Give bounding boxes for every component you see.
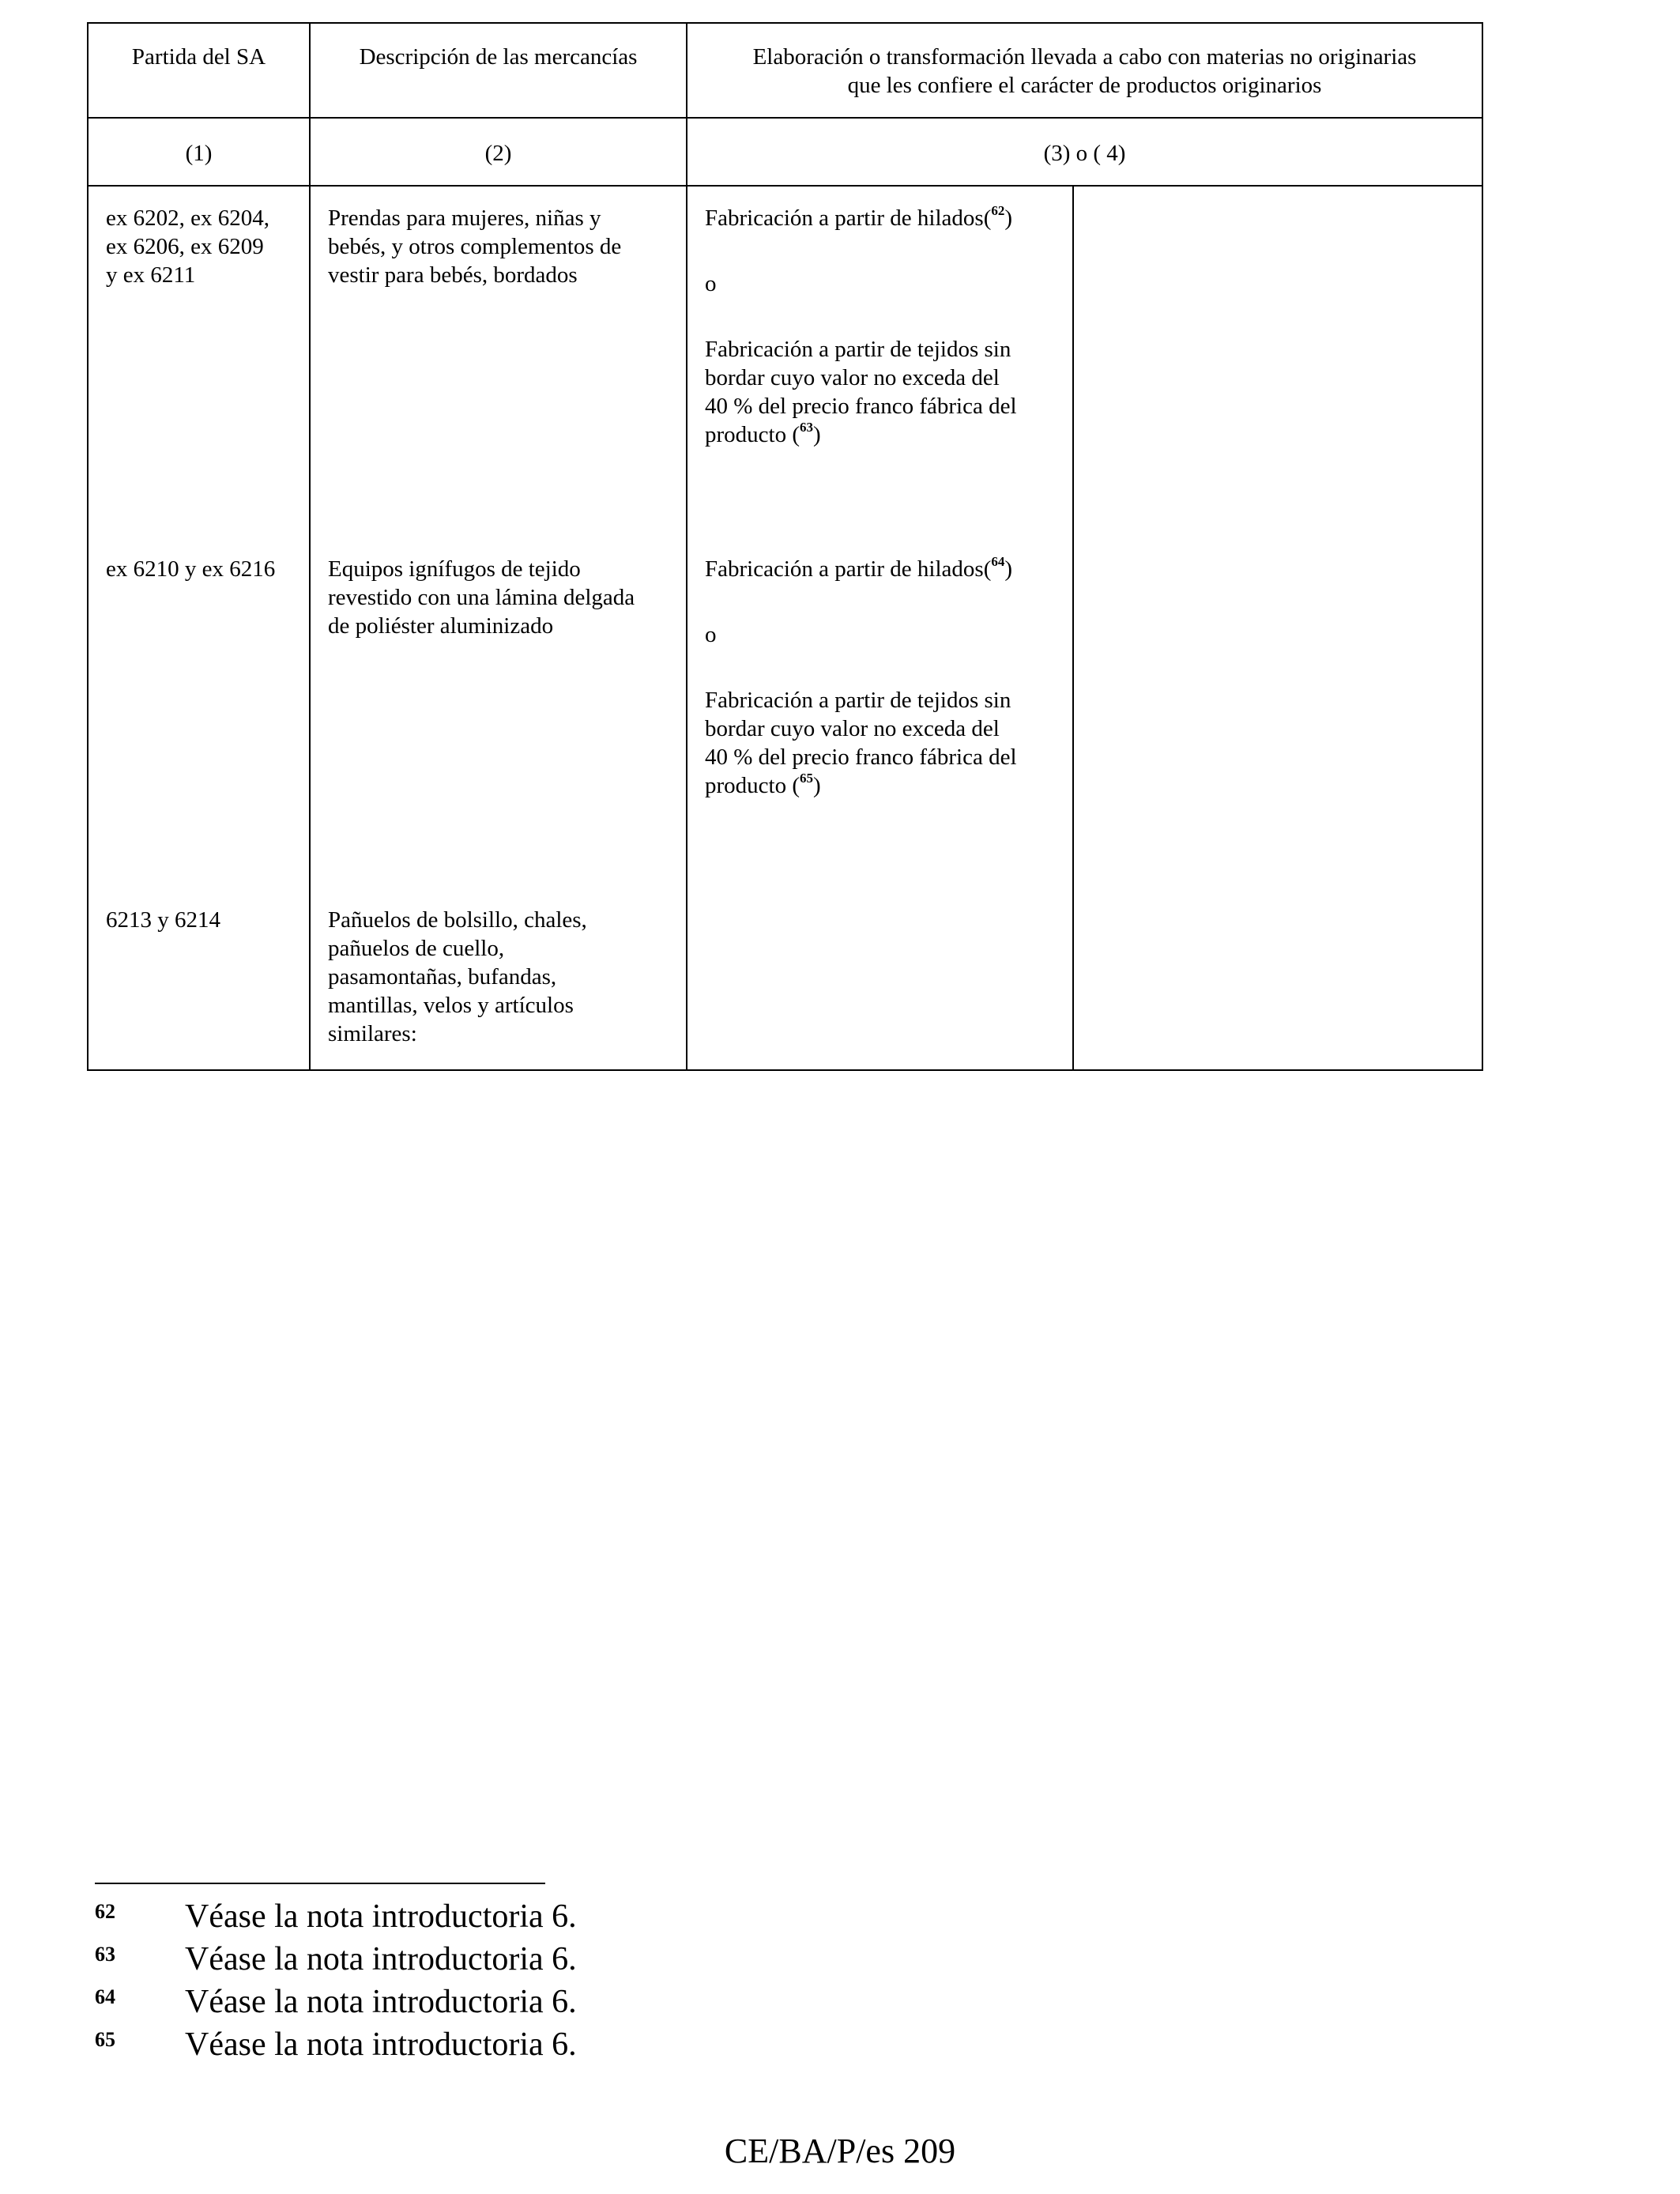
description-cell bbox=[310, 186, 687, 1070]
description-entry-1: Prendas para mujeres, niñas y bebés, y otros complementos de vestir para bebés, bordados bbox=[328, 205, 622, 288]
working-rule-cell bbox=[687, 186, 1073, 1070]
working-rule-entry-2: Fabricación a partir de hilados($^{64}$) o Fabricación a partir de tejidos sin bordar cuyo valor no exceda del 40 % del precio franco fábrica del producto ($^{65}$) bbox=[705, 555, 1058, 800]
footnote-63 bbox=[95, 1938, 1043, 1981]
or-separator: o bbox=[705, 622, 717, 647]
footnote-ref-63: 63 bbox=[800, 420, 813, 435]
footnote-ref-62: 62 bbox=[991, 203, 1005, 219]
column-number-row bbox=[88, 118, 1482, 186]
footnote-number: 65 bbox=[95, 2028, 115, 2051]
hs-heading-cell bbox=[88, 186, 310, 1070]
hs-heading-entry-2: ex 6210 y ex 6216 bbox=[106, 556, 276, 582]
footnote-number: 63 bbox=[95, 1943, 115, 1966]
or-separator: o bbox=[705, 271, 717, 296]
footnote-number: 64 bbox=[95, 1985, 115, 2008]
footnote-text: Véase la nota introductoria 6. bbox=[185, 1941, 577, 1977]
footnote-text: Véase la nota introductoria 6. bbox=[185, 1984, 577, 2020]
footnote-ref-64: 64 bbox=[991, 554, 1005, 570]
footnotes bbox=[95, 1895, 1043, 2066]
column-number-2: (2) bbox=[310, 118, 687, 186]
hs-heading-entry-3: 6213 y 6214 bbox=[106, 907, 220, 933]
table-body-row bbox=[88, 186, 1482, 1070]
description-entry-2: Equipos ignífugos de tejido revestido con una lámina delgada de poliéster aluminizado bbox=[328, 556, 635, 639]
footnote-number: 62 bbox=[95, 1900, 115, 1923]
column-number-3-4: (3) o ( 4) bbox=[687, 118, 1482, 186]
header-description: Descripción de las mercancías bbox=[310, 23, 687, 118]
header-hs-heading: Partida del SA bbox=[88, 23, 310, 118]
header-row bbox=[88, 23, 1482, 118]
footnote-separator bbox=[95, 1883, 545, 1884]
hs-heading-entry-1: ex 6202, ex 6204, ex 6206, ex 6209 y ex 6211 bbox=[106, 205, 269, 288]
footnote-62 bbox=[95, 1895, 1043, 1938]
footnote-text: Véase la nota introductoria 6. bbox=[185, 1898, 577, 1935]
header-working-line1: Elaboración o transformación llevada a cabo con materias no originarias bbox=[752, 44, 1417, 70]
footnote-65 bbox=[95, 2023, 1043, 2066]
column-number-1: (1) bbox=[88, 118, 310, 186]
alternative-rule-cell bbox=[1073, 186, 1482, 1070]
description-entry-3: Pañuelos de bolsillo, chales, pañuelos de cuello, pasamontañas, bufandas, mantillas, velos y artículos similares: bbox=[328, 907, 587, 1046]
rules-table bbox=[87, 22, 1483, 1071]
footnote-ref-65: 65 bbox=[800, 771, 813, 786]
footnote-text: Véase la nota introductoria 6. bbox=[185, 2026, 577, 2063]
working-rule-entry-1: Fabricación a partir de hilados($^{62}$) o Fabricación a partir de tejidos sin bordar cuyo valor no exceda del 40 % del precio franco fábrica del producto ($^{63}$) bbox=[705, 204, 1058, 449]
header-working-line2: que les confiere el carácter de productos originarios bbox=[847, 73, 1322, 98]
header-working-processing bbox=[687, 23, 1482, 118]
page-reference: CE/BA/P/es 209 bbox=[724, 2132, 956, 2170]
footnote-64 bbox=[95, 1981, 1043, 2023]
